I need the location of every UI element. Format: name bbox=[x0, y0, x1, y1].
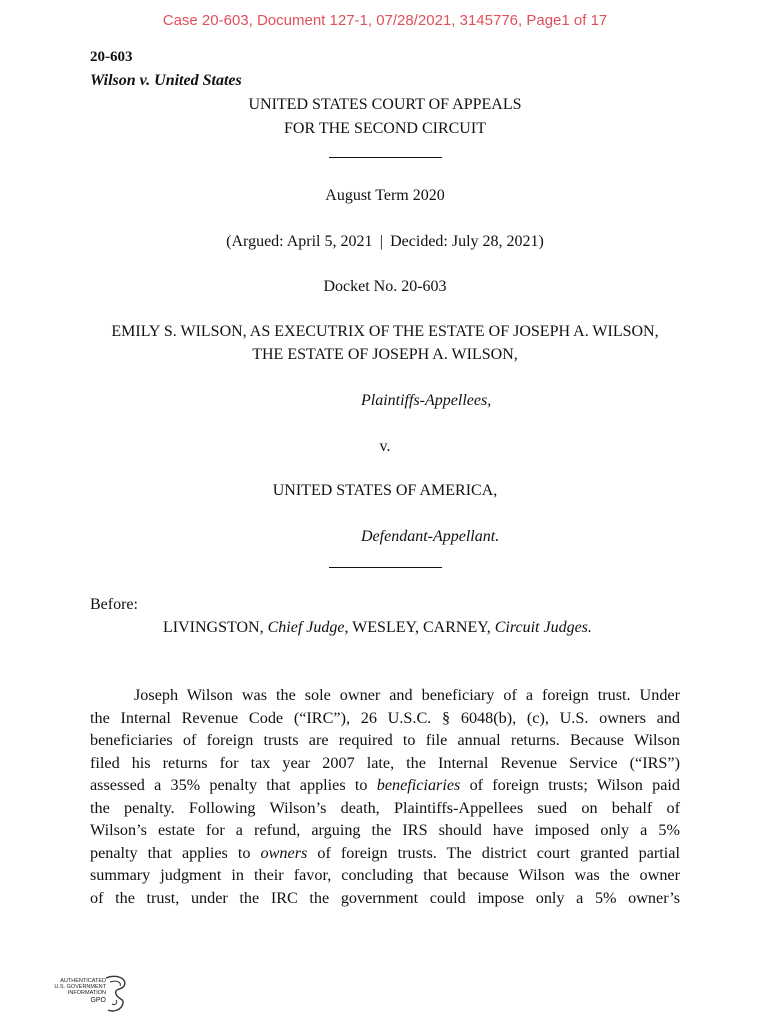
before-label: Before: bbox=[90, 596, 138, 613]
section-divider-2 bbox=[329, 567, 442, 568]
eagle-icon bbox=[102, 974, 130, 1014]
argued-decided-dates: (Argued: April 5, 2021 | Decided: July 28, 2021) bbox=[226, 233, 544, 250]
opinion-line: Wilson’s estate for a refund, arguing the IRS should have imposed only a 5% bbox=[90, 821, 680, 839]
opinion-line: the Internal Revenue Code (“IRC”), 26 U.S.C. § 6048(b), (c), U.S. owners and bbox=[90, 708, 680, 727]
plaintiff-party-line1: EMILY S. WILSON, AS EXECUTRIX OF THE ESTATE OF JOSEPH A. WILSON, bbox=[111, 323, 659, 340]
chief-judge-title: Chief Judge bbox=[267, 619, 345, 636]
case-header-stamp: Case 20-603, Document 127-1, 07/28/2021, 3145776, Page1 of 17 bbox=[162, 12, 608, 29]
gpo-line2: U.S. GOVERNMENT bbox=[54, 984, 106, 990]
court-name-line2: FOR THE SECOND CIRCUIT bbox=[284, 120, 486, 137]
opinion-line bbox=[90, 842, 680, 865]
opinion-text: assessed a 35% penalty that applies to bbox=[90, 776, 377, 794]
opinion-line: of the trust, under the IRC the government could impose only a 5% owner’s bbox=[90, 888, 680, 907]
defendant-party: UNITED STATES OF AMERICA, bbox=[272, 482, 498, 499]
opinion-text: penalty that applies to bbox=[90, 843, 261, 862]
versus: v. bbox=[379, 438, 391, 455]
plaintiff-party-line2: THE ESTATE OF JOSEPH A. WILSON, bbox=[252, 346, 518, 363]
gpo-line3: INFORMATION bbox=[67, 990, 106, 996]
opinion-emphasis: beneficiaries bbox=[376, 776, 461, 794]
opinion-text: of foreign trusts; Wilson paid bbox=[460, 776, 680, 794]
case-name: Wilson v. United States bbox=[90, 72, 242, 89]
judge-livingston: LIVINGSTON, bbox=[163, 619, 268, 636]
section-divider bbox=[329, 157, 442, 158]
panel-judges bbox=[163, 619, 592, 637]
plaintiff-role: Plaintiffs-Appellees, bbox=[361, 392, 492, 409]
defendant-role: Defendant-Appellant. bbox=[361, 528, 500, 545]
opinion-line: filed his returns for tax year 2007 late, the Internal Revenue Service (“IRS”) bbox=[90, 753, 680, 772]
opinion-line: Joseph Wilson was the sole owner and beneficiary of a foreign trust. Under bbox=[134, 686, 680, 704]
judges-wesley-carney: , WESLEY, CARNEY, bbox=[344, 619, 495, 636]
opinion-line: beneficiaries of foreign trusts are required to file annual returns. Because Wilson bbox=[90, 731, 680, 749]
gpo-line4: GPO bbox=[90, 997, 106, 1004]
circuit-judges-title: Circuit Judges. bbox=[494, 619, 592, 636]
term: August Term 2020 bbox=[325, 187, 445, 204]
opinion-emphasis: owners bbox=[260, 843, 308, 862]
gpo-authentication-logo bbox=[44, 974, 130, 1014]
docket-number: Docket No. 20-603 bbox=[323, 278, 447, 295]
opinion-line: the penalty. Following Wilson’s death, Plaintiffs-Appellees sued on behalf of bbox=[90, 798, 680, 817]
opinion-summary bbox=[90, 684, 680, 909]
gpo-line1: AUTHENTICATED bbox=[60, 978, 106, 984]
court-name-line1: UNITED STATES COURT OF APPEALS bbox=[248, 96, 522, 113]
opinion-text: of foreign trusts. The district court granted partial bbox=[307, 843, 680, 862]
opinion-line: summary judgment in their favor, concluding that because Wilson was the owner bbox=[90, 866, 680, 884]
docket-number-short: 20-603 bbox=[90, 49, 133, 65]
opinion-line bbox=[90, 774, 680, 797]
